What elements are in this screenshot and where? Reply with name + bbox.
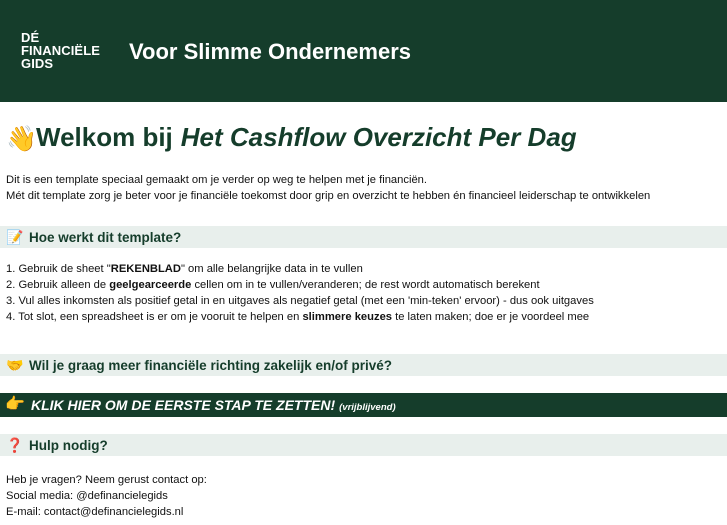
list-item <box>6 293 594 309</box>
welcome-emphasis: Het Cashflow Overzicht Per Dag <box>180 122 577 152</box>
step-text: 3. Vul alles inkomsten als positief getal in en uitgaves als negatief getal (met een 'min-teken' ervoor) - dus ook uitgaves <box>6 295 594 307</box>
help-line-1: Heb je vragen? Neem gerust contact op: <box>6 474 207 486</box>
waving-hand-icon: 👋 <box>6 125 38 153</box>
logo-line-2: FINANCIËLE <box>21 43 100 58</box>
handshake-icon: 🤝 <box>6 357 24 373</box>
question-mark-icon: ❓ <box>6 437 24 453</box>
section-guidance-title: Wil je graag meer financiële richting zakelijk en/of privé? <box>29 358 392 373</box>
help-email: E-mail: contact@definancielegids.nl <box>6 506 184 518</box>
help-social-media: Social media: @definancielegids <box>6 490 168 502</box>
pointing-hand-icon: 👉 <box>5 396 25 413</box>
section-guidance <box>0 354 727 376</box>
memo-icon: 📝 <box>6 229 24 245</box>
section-how-it-works <box>0 226 727 248</box>
step-bold-text: REKENBLAD <box>110 263 181 275</box>
step-text: " om alle belangrijke data in te vullen <box>180 263 363 275</box>
step-text: 2. Gebruik alleen de <box>6 279 110 291</box>
logo-line-1: DÉ <box>21 30 40 45</box>
list-item <box>6 261 363 277</box>
welcome-prefix: Welkom bij <box>36 122 173 152</box>
welcome-heading <box>6 120 577 156</box>
section-how-it-works-title: Hoe werkt dit template? <box>29 230 182 245</box>
step-text: 1. Gebruik de sheet " <box>6 263 111 275</box>
intro-line-1: Dit is een template speciaal gemaakt om je verder op weg te helpen met je financiën. <box>6 174 428 186</box>
section-help <box>0 434 727 456</box>
cta-note: (vrijblijvend) <box>339 402 396 413</box>
intro-line-2: Mét dit template zorg je beter voor je financiële toekomst door grip en overzicht te hebben én financieel leiderschap te ontwikkelen <box>6 190 651 202</box>
first-step-cta-link[interactable] <box>0 393 727 417</box>
step-bold-text: slimmere keuzes <box>302 311 393 323</box>
step-text: te laten maken; doe er je voordeel mee <box>392 311 590 323</box>
header-banner <box>0 0 727 102</box>
step-text: cellen om in te vullen/veranderen; de rest wordt automatisch berekent <box>191 279 540 291</box>
list-item <box>6 309 589 325</box>
section-help-title: Hulp nodig? <box>29 438 108 453</box>
header-title: Voor Slimme Ondernemers <box>129 39 412 64</box>
list-item <box>6 277 540 293</box>
step-text: 4. Tot slot, een spreadsheet is er om je vooruit te helpen en <box>6 311 303 323</box>
cta-label-group <box>31 397 396 416</box>
logo-line-3: GIDS <box>21 56 54 71</box>
brand-logo <box>21 31 100 70</box>
step-bold-text: geelgearceerde <box>109 279 192 291</box>
cta-label: KLIK HIER OM DE EERSTE STAP TE ZETTEN! <box>31 397 336 413</box>
